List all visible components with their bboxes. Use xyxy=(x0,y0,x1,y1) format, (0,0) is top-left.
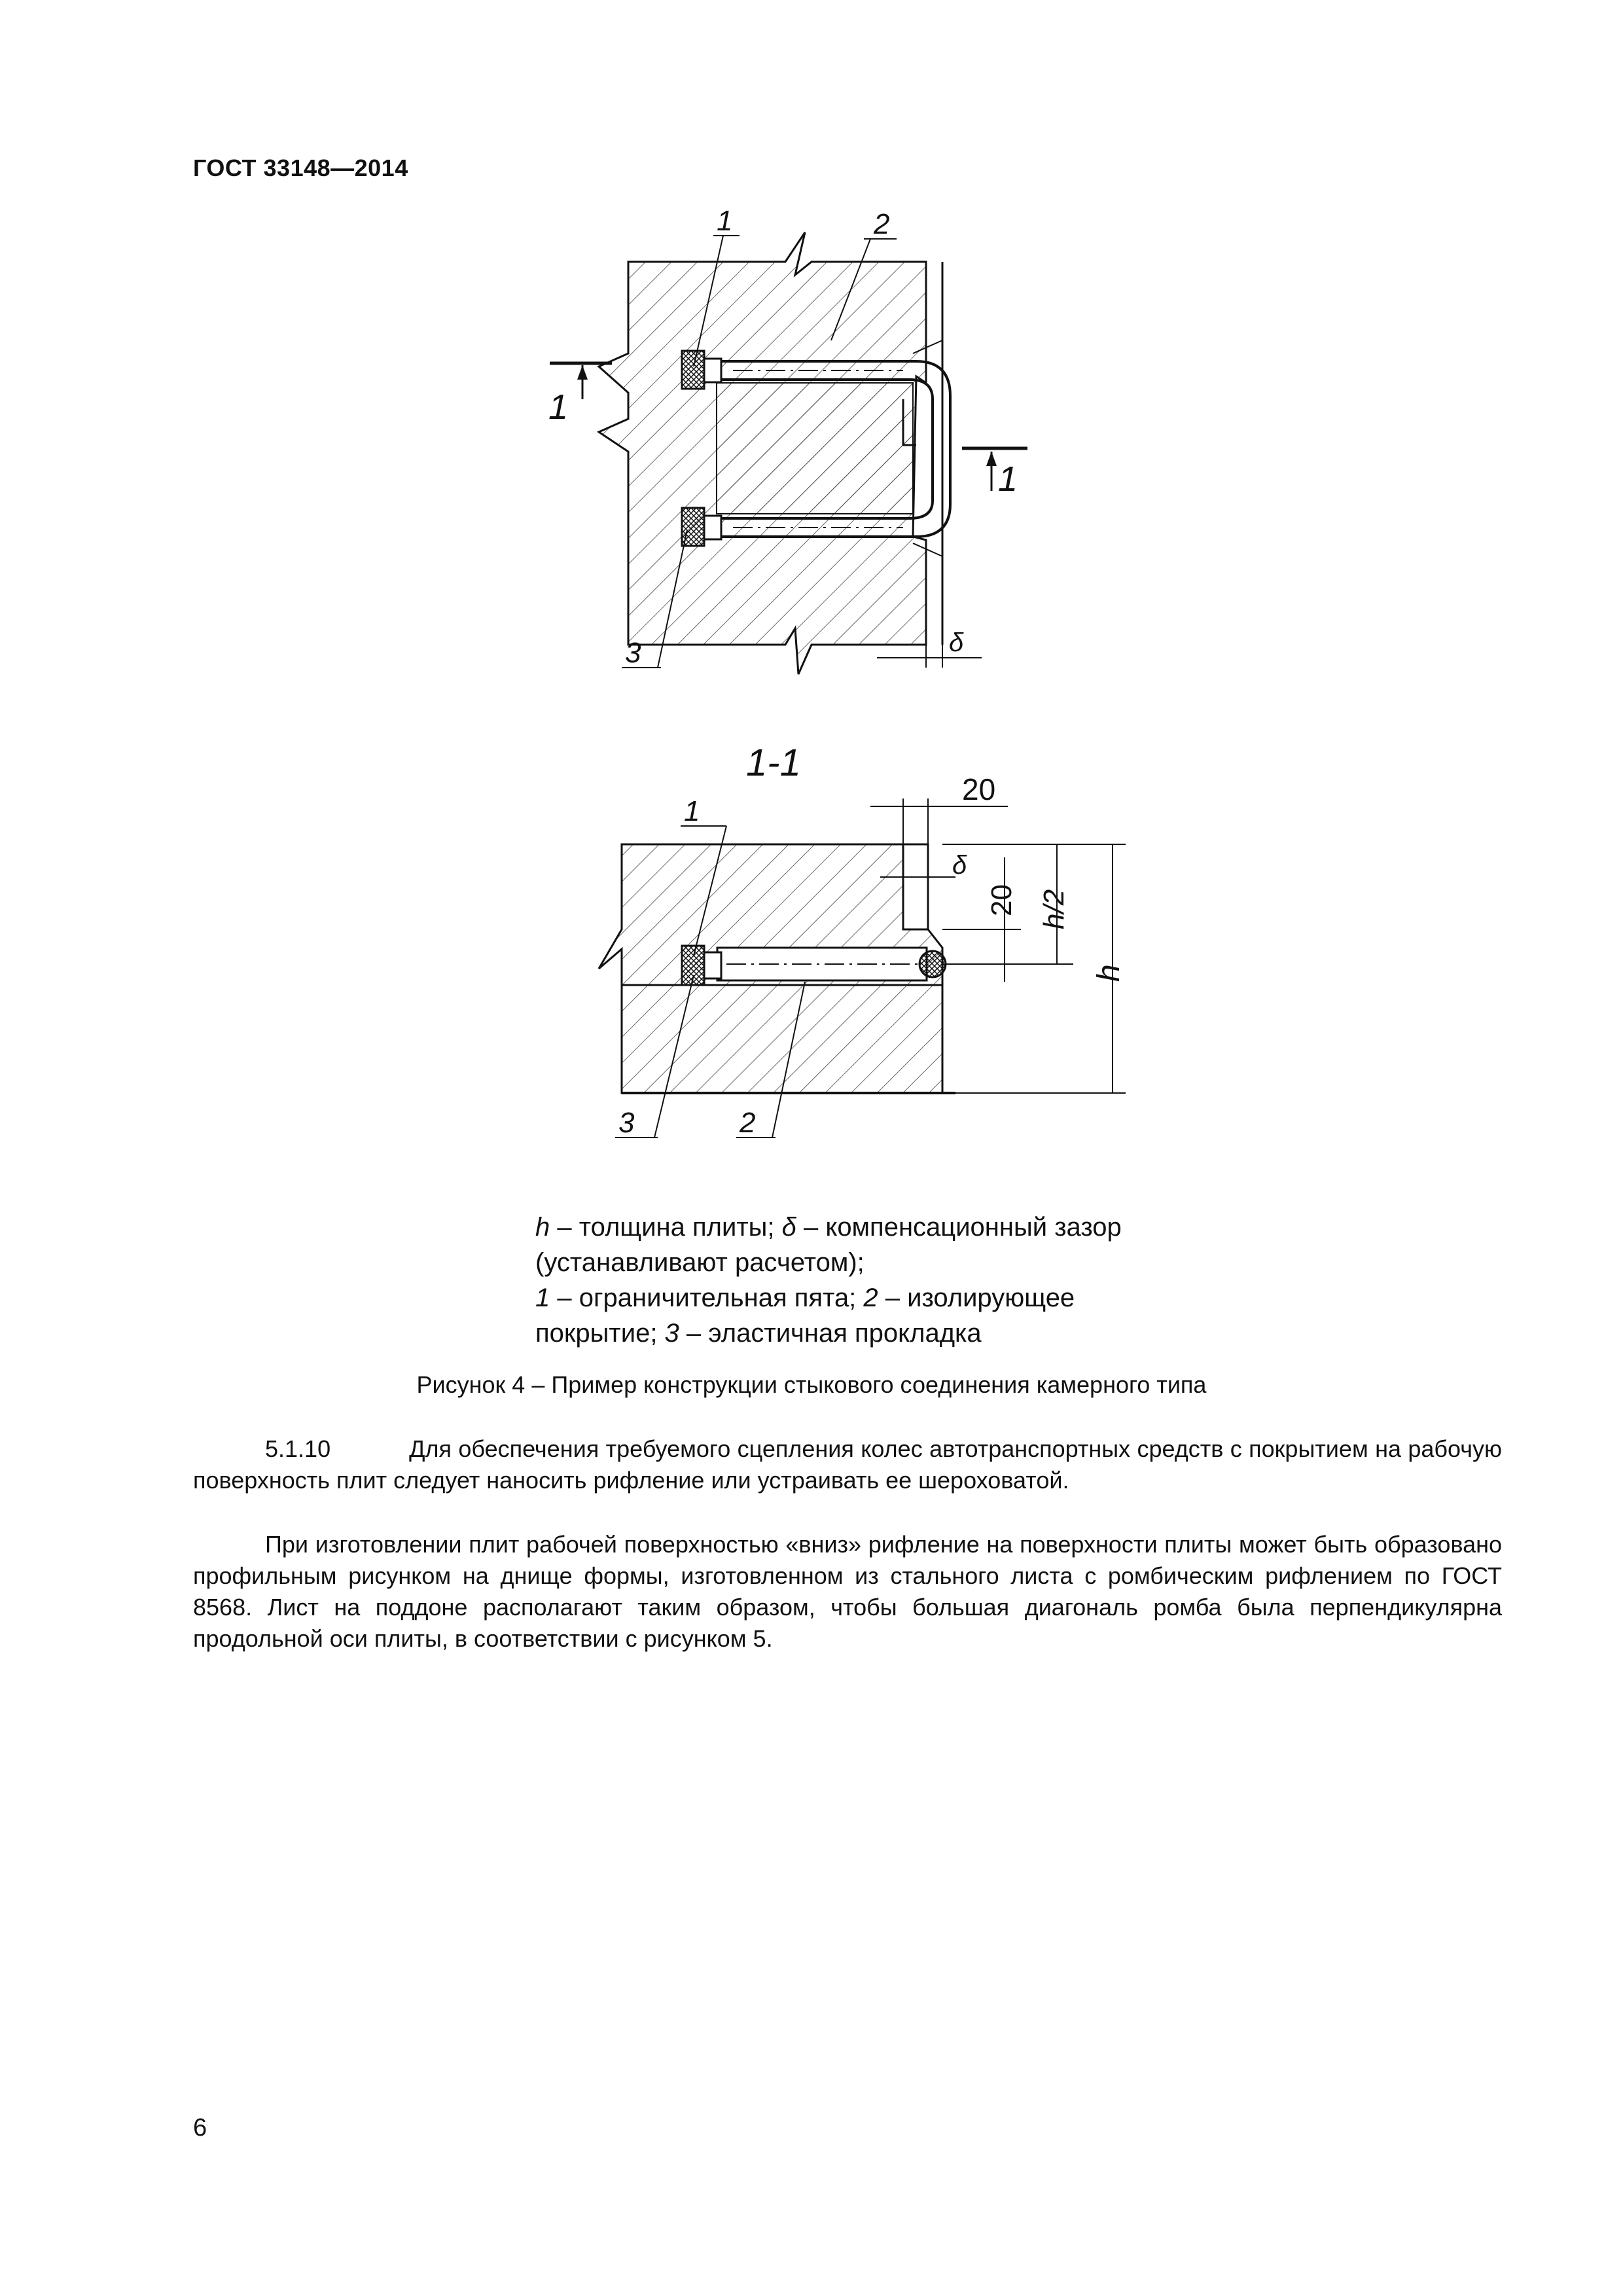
section-callout-1: 1 xyxy=(684,795,700,827)
section-view xyxy=(599,742,1126,1139)
figure-caption: Рисунок 4 – Пример конструкции стыкового соединения камерного типа xyxy=(416,1371,1207,1398)
section-callout-3: 3 xyxy=(618,1107,635,1139)
callout-1: 1 xyxy=(717,205,733,237)
figure-legend xyxy=(535,1210,1190,1351)
legend-3-text: – эластичная прокладка xyxy=(679,1319,982,1348)
legend-2-text: – изолирующее покрытие; xyxy=(535,1283,1075,1348)
plan-view xyxy=(548,205,1027,674)
legend-delta: δ xyxy=(781,1213,796,1242)
page-number: 6 xyxy=(193,2114,207,2142)
section-mark-right: 1 xyxy=(998,459,1018,499)
legend-h-text: – толщина плиты; xyxy=(550,1213,782,1242)
legend-3: 3 xyxy=(664,1319,679,1348)
legend-h: h xyxy=(535,1213,550,1242)
callout-3: 3 xyxy=(625,637,641,669)
dim-gap: δ xyxy=(952,851,967,880)
legend-delta-text: – компенсационный зазор (устанавливают расчетом); xyxy=(535,1213,1122,1277)
paragraph-text: Для обеспечения требуемого сцепления колес автотранспортных средств с покрытием на рабочую поверхность плит следует наносить рифление или устраивать ее шероховатой. xyxy=(193,1435,1502,1494)
legend-1: 1 xyxy=(535,1283,550,1312)
heel-top xyxy=(682,351,704,389)
inner-slab xyxy=(717,383,913,514)
section-mark-left: 1 xyxy=(548,387,569,427)
section-callout-2: 2 xyxy=(740,1107,756,1139)
paragraph-number: 5.1.10 xyxy=(265,1435,331,1462)
legend-2: 2 xyxy=(863,1283,878,1312)
section-title: 1-1 xyxy=(746,742,801,784)
paragraph-5-1-10 xyxy=(193,1433,1502,1496)
dim-vertical: 20 xyxy=(986,884,1018,916)
dim-half: h/2 xyxy=(1038,889,1070,929)
callout-2: 2 xyxy=(874,208,890,240)
paragraph-continuation: При изготовлении плит рабочей поверхностью «вниз» рифление на поверхности плиты может быть образовано профильным рисунком на днище формы, изготовленном из стального листа с ромбическим рифлением по ГОСТ 8568. Лист на поддоне располагают таким образом, чтобы большая диагональ ромба была перпендикулярна продольной оси плиты, в соответствии с рисунком 5. xyxy=(193,1531,1502,1652)
gap-label: δ xyxy=(949,628,964,657)
document-header: ГОСТ 33148—2014 xyxy=(193,154,408,181)
dim-top: 20 xyxy=(962,772,996,806)
dim-full: h xyxy=(1092,964,1126,982)
legend-1-text: – ограничительная пята; xyxy=(550,1283,864,1312)
